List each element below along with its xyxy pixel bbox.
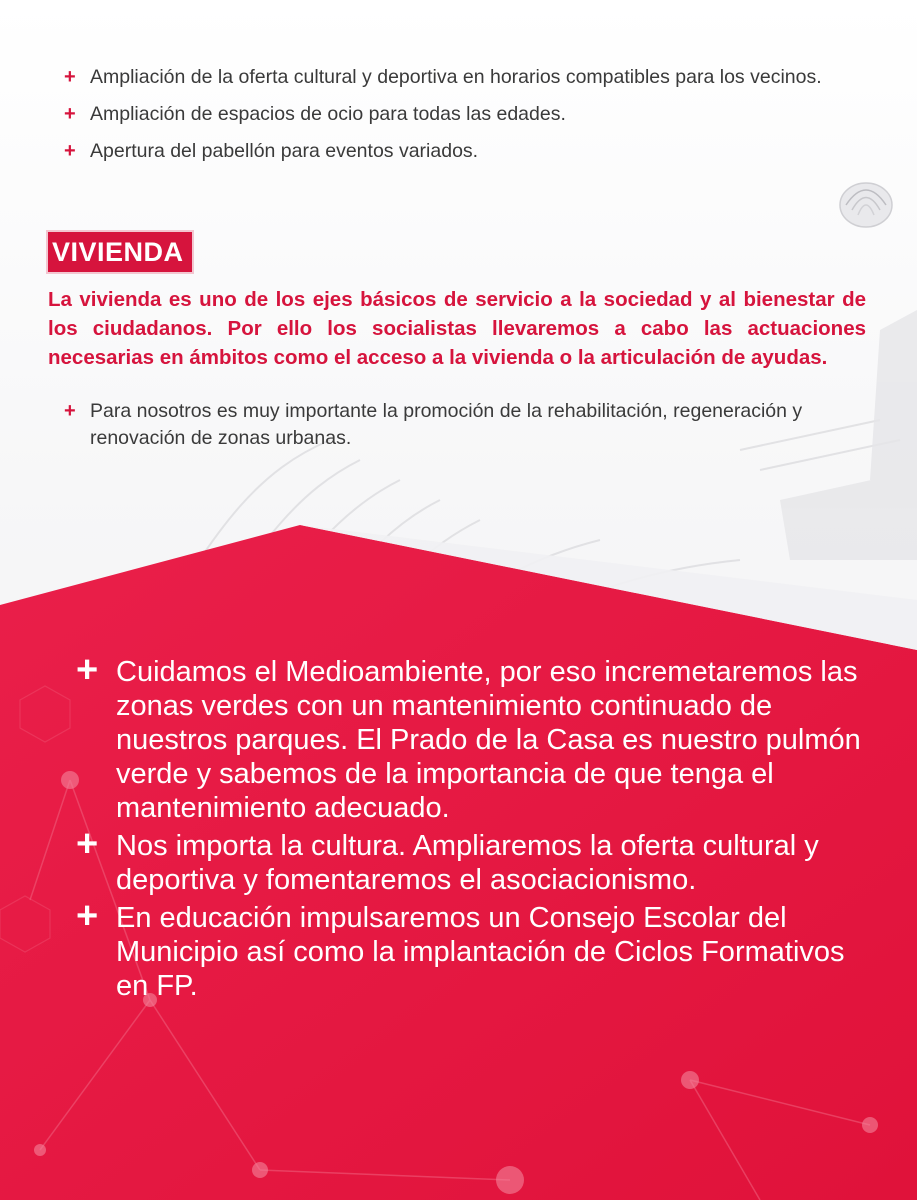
plus-icon: + <box>76 649 99 691</box>
list-item-text: Para nosotros es muy importante la promoción de la rehabilitación, regeneración y renovación de zonas urbanas. <box>90 400 803 449</box>
plus-icon: + <box>64 140 76 162</box>
highlight-text: En educación impulsaremos un Consejo Escolar del Municipio así como la implantación de Ciclos Formativos en FP. <box>116 902 845 1002</box>
list-item <box>64 398 874 452</box>
leisure-list <box>64 64 864 175</box>
list-item <box>64 64 864 91</box>
highlights-list <box>76 649 876 1007</box>
highlight-item <box>76 895 876 1003</box>
plus-icon: + <box>64 103 76 125</box>
vivienda-intro: La vivienda es uno de los ejes básicos de servicio a la sociedad y al bienestar de los ciudadanos. Por ello los socialistas llevaremos a cabo las actuaciones necesarias en ámbitos como el acceso a la vivienda o la articulación de ayudas. <box>48 288 866 369</box>
highlight-item <box>76 823 876 897</box>
plus-icon: + <box>76 895 99 937</box>
highlight-text: Nos importa la cultura. Ampliaremos la oferta cultural y deportiva y fomentaremos el asociacionismo. <box>116 830 819 896</box>
highlight-item <box>76 649 876 825</box>
vivienda-heading: VIVIENDA <box>48 232 192 272</box>
plus-icon: + <box>64 400 76 422</box>
vivienda-list <box>64 398 874 452</box>
plus-icon: + <box>64 66 76 88</box>
list-item-text: Apertura del pabellón para eventos variados. <box>90 140 479 162</box>
highlight-text: Cuidamos el Medioambiente, por eso incremetaremos las zonas verdes con un mantenimiento continuado de nuestros parques. El Prado de la Casa es nuestro pulmón verde y sabemos de la importancia de que tenga el mantenimiento adecuado. <box>116 656 861 824</box>
plus-icon: + <box>76 823 99 865</box>
list-item-text: Ampliación de espacios de ocio para todas las edades. <box>90 103 566 125</box>
list-item-text: Ampliación de la oferta cultural y deportiva en horarios compatibles para los vecinos. <box>90 66 822 88</box>
list-item <box>64 138 864 165</box>
list-item <box>64 101 864 128</box>
